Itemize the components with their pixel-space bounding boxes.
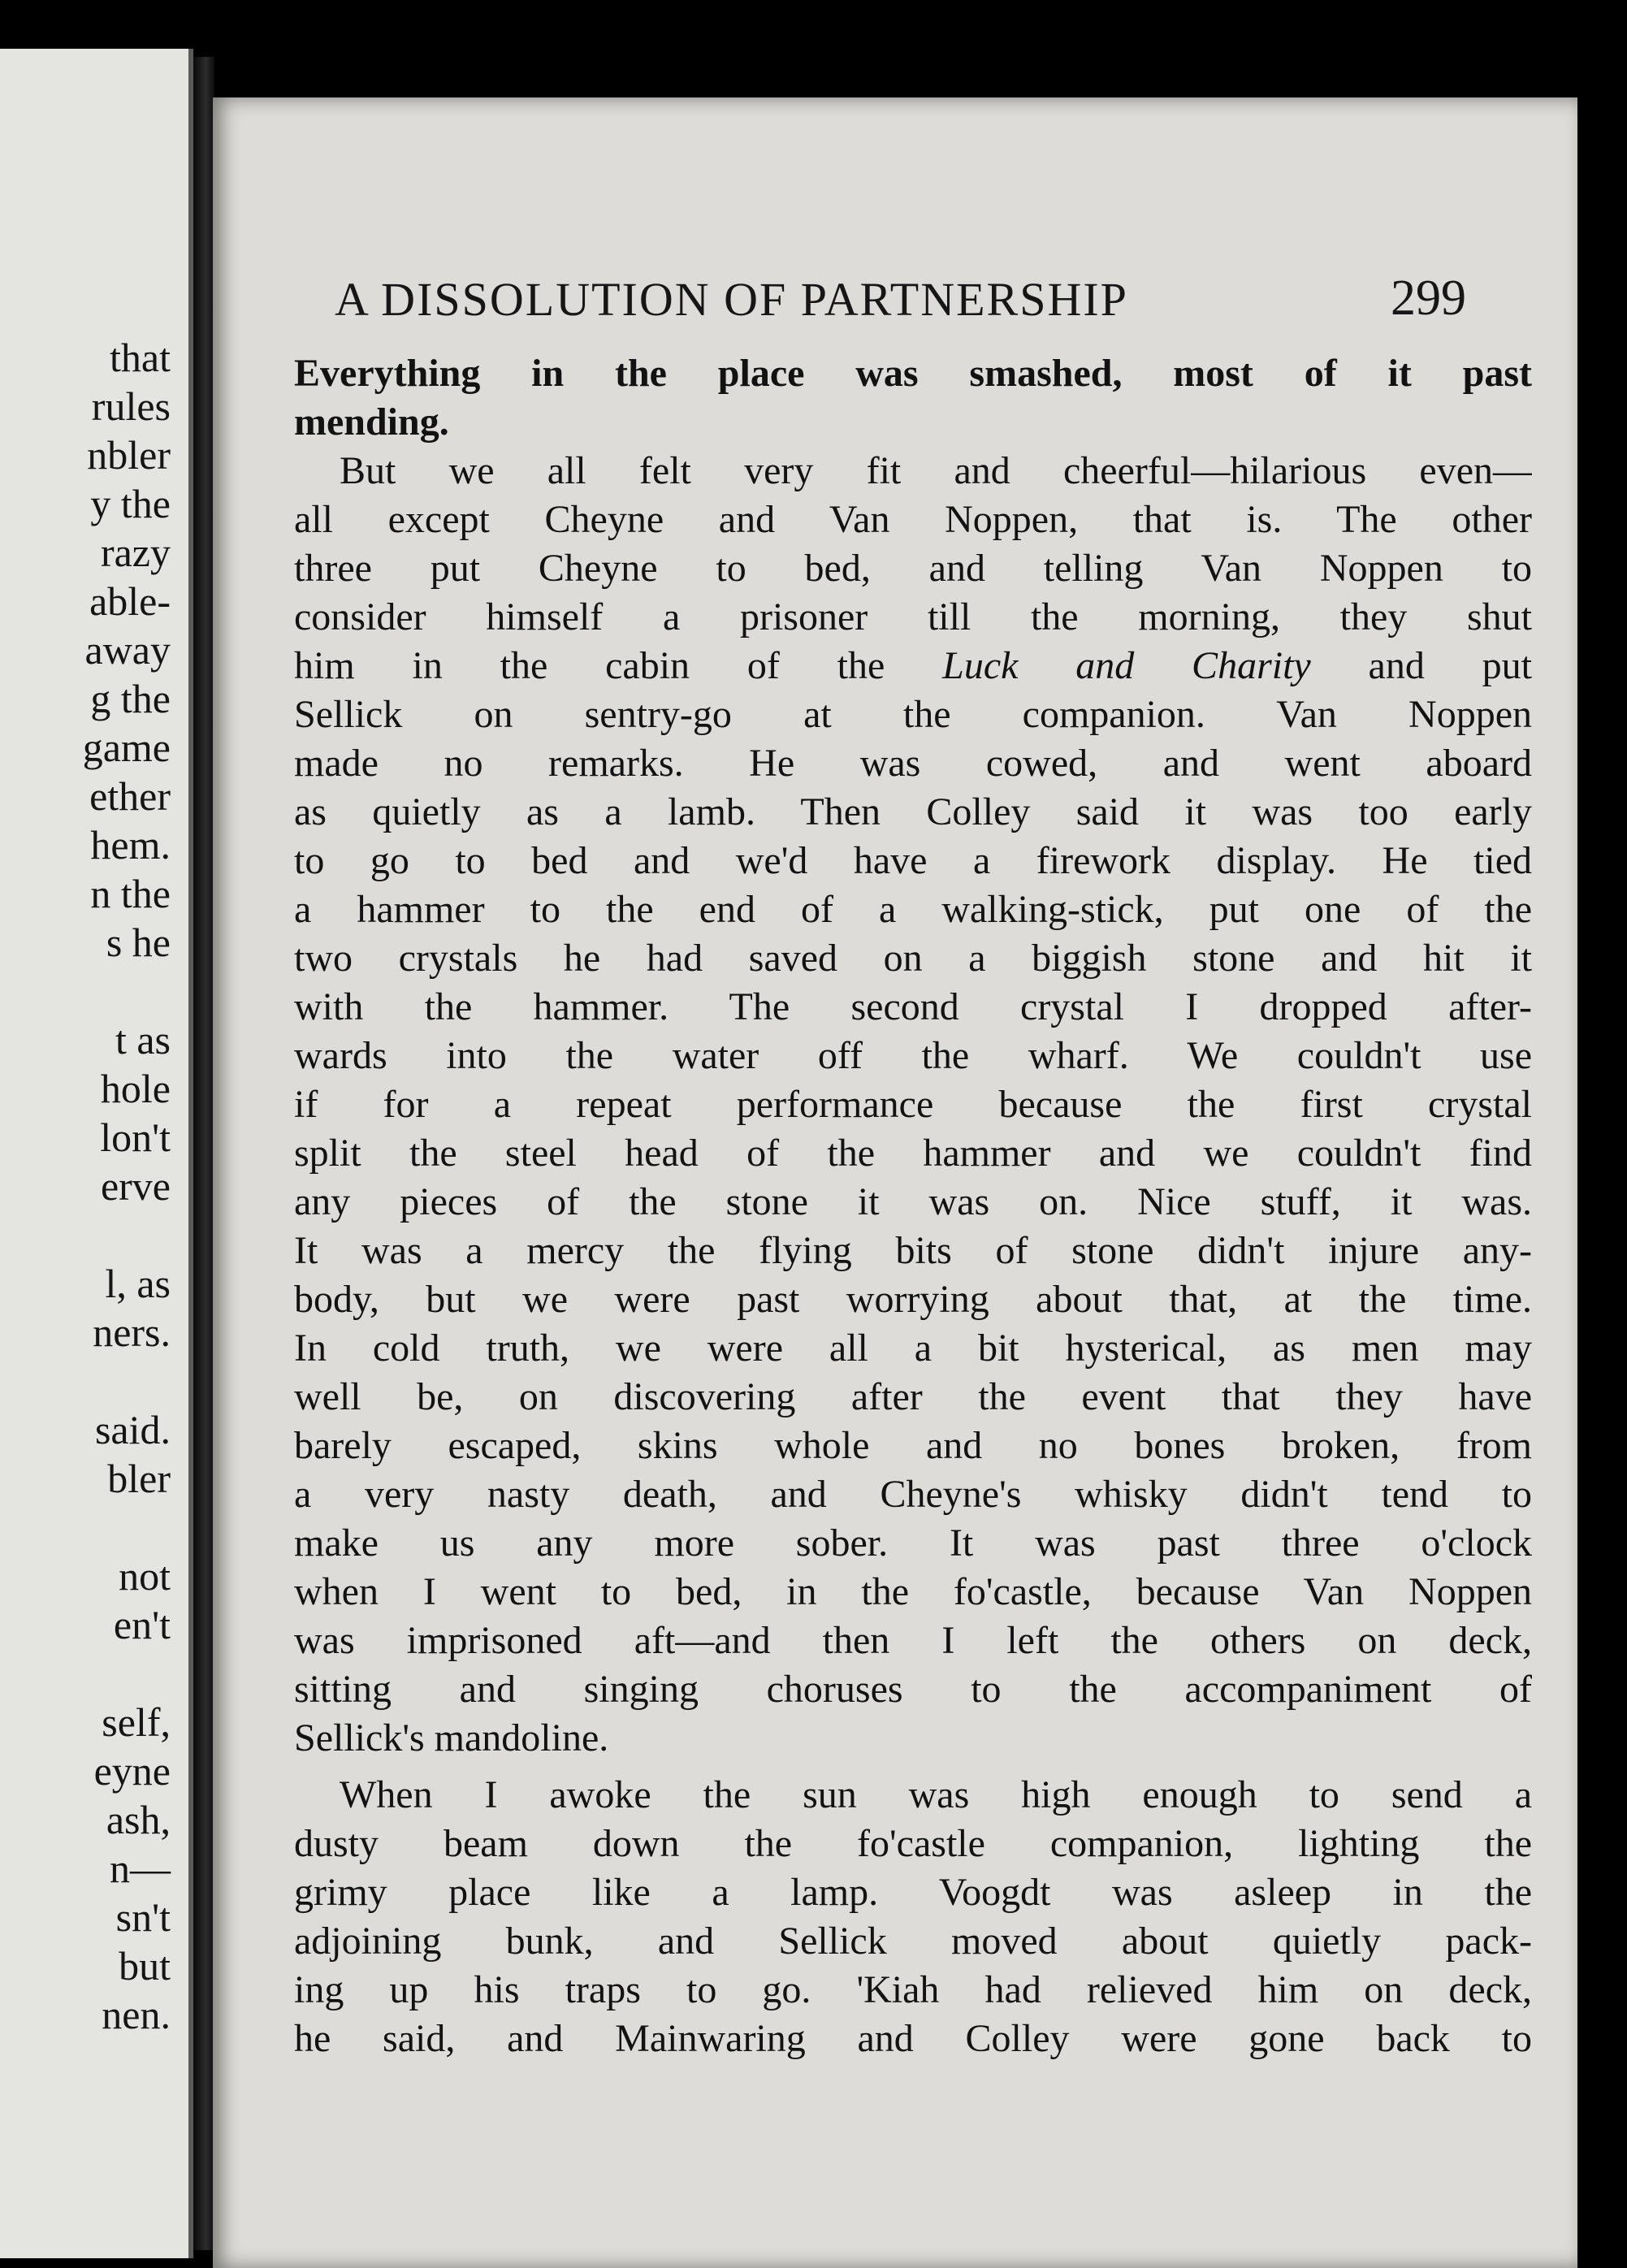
left-page-line: able-	[89, 578, 171, 624]
left-page-line: not	[119, 1553, 171, 1599]
text-line: sitting and singing choruses to the accompaniment of	[294, 1668, 1532, 1711]
left-page-line: bler	[107, 1456, 171, 1501]
left-page-line: en't	[113, 1602, 171, 1647]
ship-name: Luck and Charity	[942, 644, 1311, 687]
text-line: grimy place like a lamp. Voogdt was asleep in the	[294, 1871, 1532, 1914]
text-line: was imprisoned aft—and then I left the others on deck,	[294, 1619, 1532, 1662]
left-page-line: l, as	[105, 1261, 171, 1306]
text-line: two crystals he had saved on a biggish stone and hit it	[294, 937, 1532, 980]
text-line: to go to bed and we'd have a firework display. He tied	[294, 839, 1532, 882]
text-line: wards into the water off the wharf. We couldn't use	[294, 1034, 1532, 1077]
text-line: Sellick on sentry-go at the companion. Van Noppen	[294, 693, 1532, 736]
left-page-line: self,	[102, 1699, 171, 1745]
book-page	[213, 97, 1577, 2268]
left-page-line: hole	[100, 1066, 171, 1111]
text-line: In cold truth, we were all a bit hysterical, as men may	[294, 1327, 1532, 1370]
running-header: A DISSOLUTION OF PARTNERSHIP	[335, 273, 1128, 326]
text-line: well be, on discovering after the event that they have	[294, 1375, 1532, 1418]
text-line: when I went to bed, in the fo'castle, because Van Noppen	[294, 1570, 1532, 1613]
text-line: make us any more sober. It was past three o'clock	[294, 1521, 1532, 1565]
left-page-line: hem.	[90, 822, 171, 868]
left-page-line: but	[119, 1943, 171, 1989]
left-page-line: ners.	[93, 1309, 171, 1355]
text-line: three put Cheyne to bed, and telling Van Noppen to	[294, 547, 1532, 590]
text-line: It was a mercy the flying bits of stone didn't injure any-	[294, 1229, 1532, 1272]
text-fragment: and put	[1310, 644, 1532, 687]
text-line: consider himself a prisoner till the morning, they shut	[294, 595, 1532, 638]
text-line: barely escaped, skins whole and no bones broken, from	[294, 1424, 1532, 1467]
left-page-line: ash,	[106, 1797, 171, 1842]
left-page-line: ether	[89, 773, 171, 819]
text-line-with-ship-name	[294, 642, 1532, 690]
text-line: a very nasty death, and Cheyne's whisky didn't tend to	[294, 1473, 1532, 1516]
left-page-line: t as	[115, 1017, 171, 1063]
left-page-line: y the	[90, 481, 171, 526]
left-page-line: lon't	[100, 1115, 171, 1160]
left-page-line: eyne	[93, 1748, 171, 1794]
left-page-line: n—	[110, 1846, 171, 1891]
text-line: he said, and Mainwaring and Colley were gone back to	[294, 2017, 1532, 2060]
text-line: When I awoke the sun was high enough to send a	[340, 1773, 1532, 1816]
left-page-line: nen.	[102, 1992, 171, 2037]
text-line: Everything in the place was smashed, most of it past	[294, 352, 1532, 395]
left-page-line: nbler	[87, 432, 171, 478]
text-line: Sellick's mandoline.	[294, 1716, 609, 1759]
text-line: split the steel head of the hammer and we couldn't find	[294, 1132, 1532, 1175]
left-page-line: erve	[100, 1163, 171, 1209]
text-line: adjoining bunk, and Sellick moved about quietly pack-	[294, 1920, 1532, 1963]
text-line: a hammer to the end of a walking-stick, put one of the	[294, 888, 1532, 931]
page-number: 299	[1391, 271, 1466, 326]
text-line: all except Cheyne and Van Noppen, that is. The other	[294, 498, 1532, 541]
left-page-line: g the	[90, 676, 171, 721]
text-line: with the hammer. The second crystal I dropped after-	[294, 985, 1532, 1028]
left-page-line: game	[82, 725, 171, 770]
text-line: But we all felt very fit and cheerful—hilarious even—	[340, 449, 1532, 492]
text-line: as quietly as a lamb. Then Colley said it was too early	[294, 790, 1532, 833]
text-line: dusty beam down the fo'castle companion, lighting the	[294, 1822, 1532, 1865]
left-page-line: sn't	[115, 1894, 171, 1940]
text-line: made no remarks. He was cowed, and went aboard	[294, 742, 1532, 785]
left-page-line: n the	[90, 871, 171, 916]
facing-page-fragment	[0, 49, 193, 2258]
text-line: ing up his traps to go. 'Kiah had relieved him on deck,	[294, 1968, 1532, 2011]
left-page-line: away	[84, 627, 171, 673]
left-page-line: that	[110, 335, 171, 380]
left-page-line: s he	[106, 920, 171, 965]
text-line: body, but we were past worrying about that, at the time.	[294, 1278, 1532, 1321]
book-gutter	[193, 57, 214, 2250]
text-line: if for a repeat performance because the first crystal	[294, 1083, 1532, 1126]
text-fragment: him in the cabin of the	[294, 644, 943, 687]
left-page-line: rules	[91, 383, 171, 429]
left-page-line: said.	[94, 1407, 171, 1452]
left-page-line: razy	[100, 530, 171, 575]
text-line: mending.	[294, 400, 449, 444]
text-line: any pieces of the stone it was on. Nice stuff, it was.	[294, 1180, 1532, 1223]
